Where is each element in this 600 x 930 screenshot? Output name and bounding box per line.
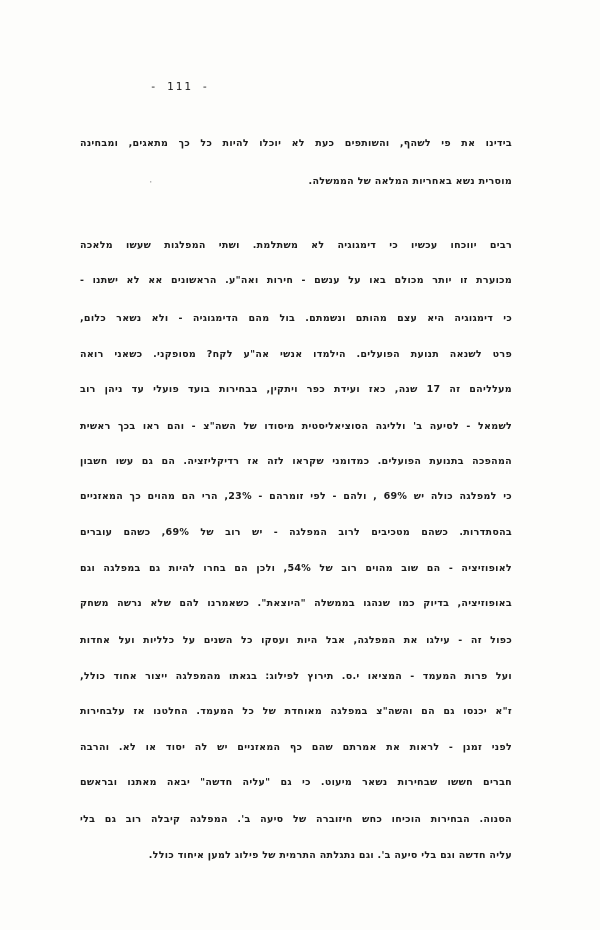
text-line: כפול זה - עילגו את המפלגה, אבל היות ועסקו כל השנים על כלליות ועל אחדות [80, 635, 512, 646]
stray-mark: · [148, 178, 154, 188]
text-line: לפני זמנן - לראות את אמרתם שהם כף המאזניים יש לה יסוד או לא. והרבה [80, 742, 512, 753]
text-line: ז"א יכנסו גם הם והשה"צ במפלגה מאוחדת של כל המעמד. החלטנו אז עלבחירות [80, 706, 512, 717]
text-line: בידינו את פי לשהף, והשותפים כעת לא יוכלו להיות כל כך מתאגים, ומבחינה [80, 138, 512, 149]
text-line: חברים חששו שבחירות נשאר מיעוט. כי גם "עליה חדשה" יבאה מאתנו ובראשם [80, 777, 512, 788]
text-line: פרט לשנאה תנועת הפועלים. הילמדו אנשי אה"ע לקח? מסופקני. כשאני רואה [80, 349, 512, 360]
text-line: ועל פרות המעמד - המציאו י.ס. תירוץ לפילוג: בגאתו מהמפלגה ייצור אחוד כולל, [80, 671, 512, 682]
text-line: בהסתדרות. כשהם מטכיבים לרוב המפלגה - יש רוב של 69%, כשהם עוברים [80, 527, 512, 538]
text-line: רבים יווכחו עכשיו כי דימגוגיה לא משתלמת. ושתי המפלגות שעשו מלאכה [80, 240, 512, 251]
page-number: - 111 - [149, 80, 211, 93]
text-line: לשמאל - לסיעה ב' ולליגה הסוציאליסטית מיסודו של השה"צ - והם ראו בכך ראשית [80, 421, 512, 432]
text-line: לאופוזיציה - הם שוב מהוים רוב של 54%, ולכן הם בחרו להיות גם במפלגה וגם [80, 563, 512, 574]
text-line: באופוזיציה, בדיוק כמו שנהגו בממשלה "היוצאת". כשאמרנו להם שלא נרשה משחק [80, 598, 512, 609]
text-line: כי דימגוגיה היא עצם מהותם ונשמתם. בול מהם הדימגוגיה - ולא נשאר כלום, [80, 313, 512, 324]
text-line: מעלליהם זה 17 שנה, כאז ועידת כפר ויתקין, בבחירות בועד פועלי עד ניהן רוב [80, 384, 512, 395]
text-line: המהפכה בתנועת הפועלים. כמדומני שקראו לזה אז רדיקליזציה. הם גם עשו חשבון [80, 456, 512, 467]
text-line: עליה חדשה וגם בלי סיעה ב'. וגם נתגלתה התרמית של פילוג למען איחוד כולל. [148, 850, 512, 861]
text-line: כי למפלגה כולה יש 69% , ולהם - לפי זומרהם - 23%, הרי הם מהוים כך המאזניים [80, 491, 512, 502]
text-line: מוסרית נשא באחריות המלאה של הממשלה. [308, 176, 512, 187]
text-line: הסנוה. הבחירות הוכיחו כחש חיזוברה של סיעה ב'. המפלגה קיבלה רוב גם בלי [80, 814, 512, 825]
text-line: מכוערת זו יותר מכולם באו על ענשם - חירות ואה"ע. הראשונים אא לא ישתנו - [80, 275, 512, 286]
